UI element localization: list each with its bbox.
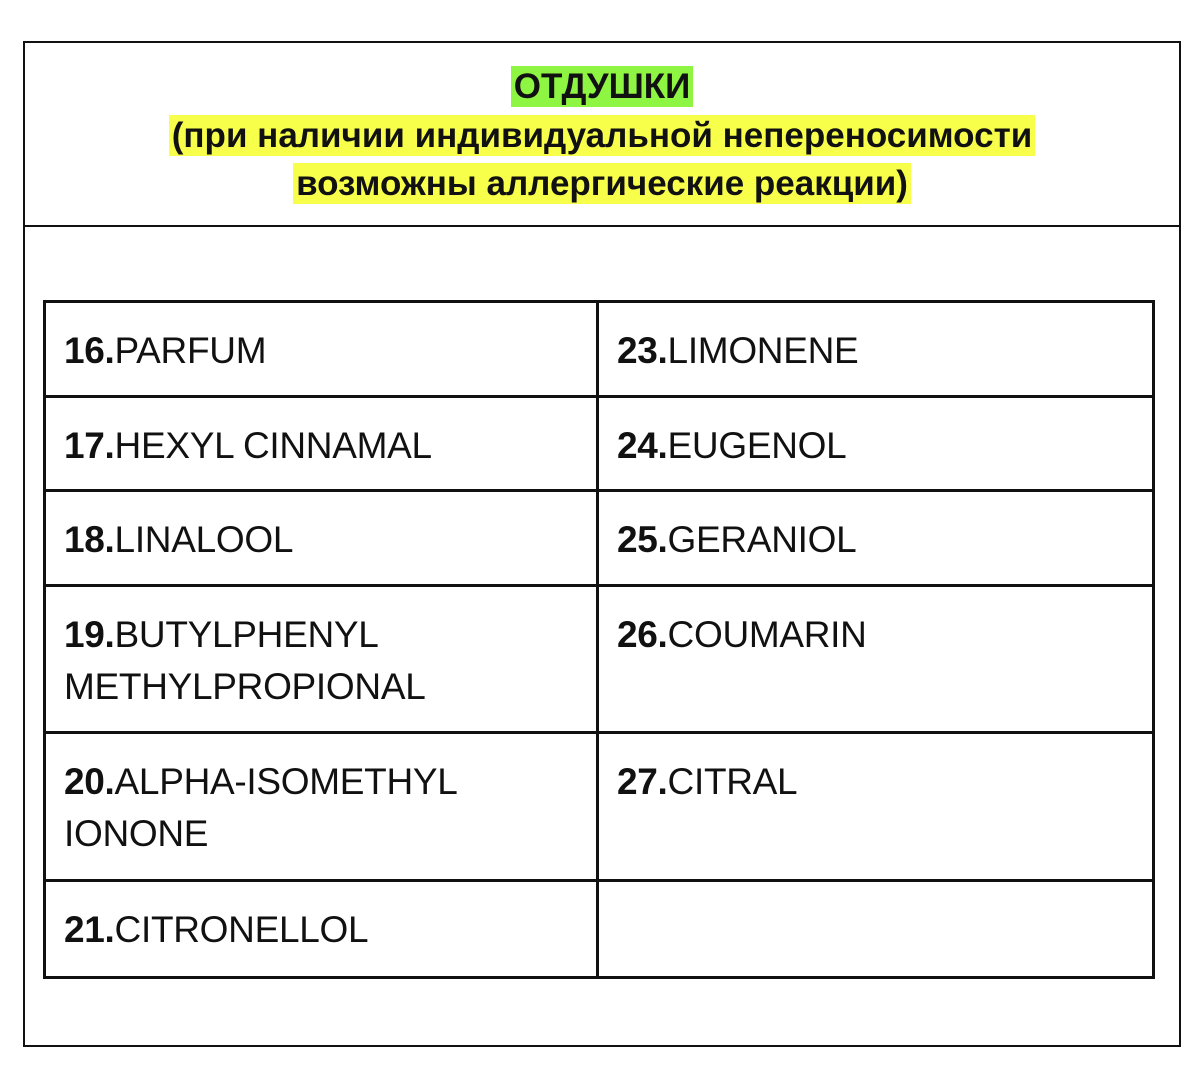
subtitle-text-1: (при наличии индивидуальной непереносимости [169,115,1035,156]
subtitle-line-2 [25,162,1179,206]
table-row [46,492,1152,587]
item-name: EUGENOL [667,425,847,466]
subtitle-line-1 [25,114,1179,158]
item-number: 27. [617,761,668,802]
table-cell-empty [599,882,1152,976]
page-title: ОТДУШКИ [511,66,694,107]
document-frame [23,41,1181,1047]
table-cell [599,303,1152,395]
table-cell [46,492,599,584]
item-number: 19. [64,614,115,655]
item-number: 17. [64,425,115,466]
table-cell [599,398,1152,489]
item-name: CITRONELLOL [114,909,369,950]
item-name: ALPHA-ISOMETHYL IONONE [64,761,457,854]
item-name: LIMONENE [667,330,859,371]
item-name: PARFUM [114,330,267,371]
table-cell [599,734,1152,879]
title-line [25,65,1179,109]
item-number: 26. [617,614,668,655]
table-cell [599,587,1152,731]
item-number: 23. [617,330,668,371]
table-row [46,398,1152,492]
item-name: HEXYL CINNAMAL [114,425,432,466]
table-row [46,882,1152,976]
table-cell [46,398,599,489]
header-section [25,43,1179,227]
table-cell [46,734,599,879]
item-number: 20. [64,761,115,802]
table-cell [46,303,599,395]
table-cell [46,587,599,731]
item-name: GERANIOL [667,519,857,560]
item-number: 16. [64,330,115,371]
item-name: CITRAL [667,761,798,802]
item-number: 24. [617,425,668,466]
item-name: BUTYLPHENYL METHYLPROPIONAL [64,614,426,707]
subtitle-text-2: возможны аллергические реакции) [293,163,911,204]
table-cell [599,492,1152,584]
item-number: 25. [617,519,668,560]
ingredients-table [43,300,1155,979]
table-row [46,587,1152,734]
item-name: LINALOOL [114,519,294,560]
table-row [46,303,1152,398]
item-name: COUMARIN [667,614,867,655]
item-number: 21. [64,909,115,950]
table-row [46,734,1152,882]
item-number: 18. [64,519,115,560]
table-cell [46,882,599,976]
